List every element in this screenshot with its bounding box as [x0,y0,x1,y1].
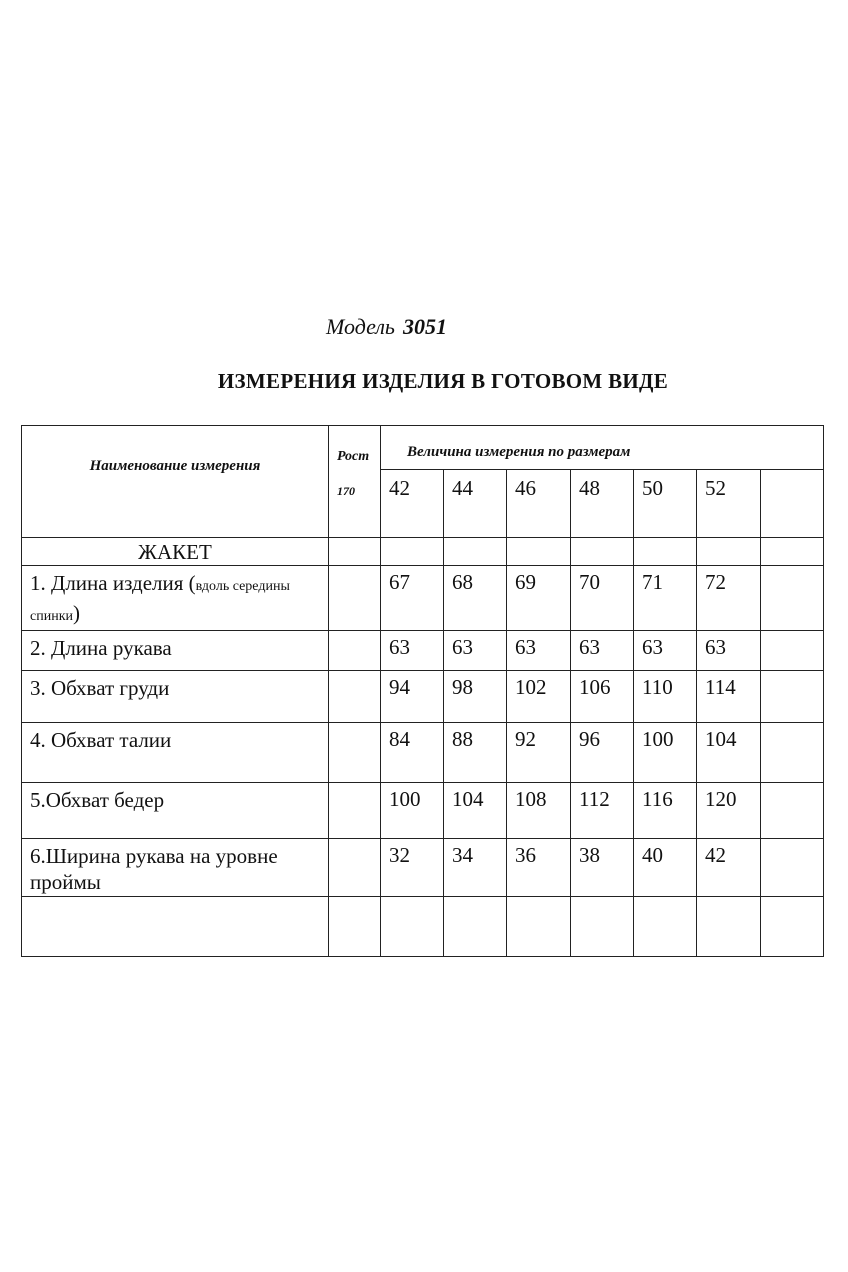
value-cell: 67 [381,566,444,631]
page-title: ИЗМЕРЕНИЯ ИЗДЕЛИЯ В ГОТОВОМ ВИДЕ [217,369,669,393]
size-cell: 50 [634,470,697,538]
empty-cell [444,538,507,566]
value-cell: 104 [697,723,761,783]
empty-cell [329,538,381,566]
sizes-header: Величина измерения по размерам [381,426,824,470]
value-cell: 96 [571,723,634,783]
value-cell: 63 [634,631,697,671]
value-cell: 116 [634,783,697,839]
name-header: Наименование измерения [22,426,329,538]
value-cell: 114 [697,671,761,723]
empty-cell [444,897,507,957]
empty-cell [761,839,824,897]
empty-cell [697,897,761,957]
empty-cell [329,783,381,839]
value-cell: 110 [634,671,697,723]
row-label: 1. Длина изделия (вдоль середины спинки) [22,566,329,631]
empty-cell [761,631,824,671]
empty-cell [761,470,824,538]
size-cell: 46 [507,470,571,538]
value-cell: 92 [507,723,571,783]
value-cell: 63 [571,631,634,671]
value-cell: 69 [507,566,571,631]
value-cell: 84 [381,723,444,783]
value-cell: 88 [444,723,507,783]
value-cell: 104 [444,783,507,839]
value-cell: 100 [381,783,444,839]
value-cell: 72 [697,566,761,631]
measurements-table [21,425,824,957]
model-label: Модель [326,314,395,339]
value-cell: 98 [444,671,507,723]
height-value: 170 [337,484,355,498]
empty-cell [329,631,381,671]
value-cell: 63 [381,631,444,671]
empty-cell [381,897,444,957]
value-cell: 108 [507,783,571,839]
value-cell: 40 [634,839,697,897]
empty-cell [329,839,381,897]
value-cell: 42 [697,839,761,897]
value-cell: 120 [697,783,761,839]
size-cell: 44 [444,470,507,538]
row-label: 5.Обхват бедер [22,783,329,839]
value-cell: 63 [697,631,761,671]
height-header [329,426,381,538]
section-label: ЖАКЕТ [22,538,329,566]
empty-cell [329,897,381,957]
empty-cell [761,566,824,631]
size-cell: 48 [571,470,634,538]
height-header-label: Рост [337,449,370,464]
value-cell: 32 [381,839,444,897]
value-cell: 94 [381,671,444,723]
value-cell: 100 [634,723,697,783]
value-cell: 63 [444,631,507,671]
value-cell: 102 [507,671,571,723]
empty-cell [571,538,634,566]
empty-cell [22,897,329,957]
empty-cell [761,897,824,957]
value-cell: 70 [571,566,634,631]
empty-cell [507,897,571,957]
empty-cell [507,538,571,566]
empty-cell [329,671,381,723]
row-note: вдоль середины спинки [30,579,290,624]
empty-cell [761,783,824,839]
value-cell: 68 [444,566,507,631]
empty-cell [761,671,824,723]
empty-cell [761,723,824,783]
row-label: 2. Длина рукава [22,631,329,671]
size-cell: 52 [697,470,761,538]
row-label: 6.Ширина рукава на уровне проймы [22,839,329,897]
value-cell: 38 [571,839,634,897]
empty-cell [329,723,381,783]
value-cell: 106 [571,671,634,723]
value-cell: 112 [571,783,634,839]
model-line [326,314,447,340]
row-label: 4. Обхват талии [22,723,329,783]
empty-cell [634,538,697,566]
value-cell: 34 [444,839,507,897]
empty-cell [634,897,697,957]
value-cell: 36 [507,839,571,897]
value-cell: 71 [634,566,697,631]
empty-cell [571,897,634,957]
empty-cell [761,538,824,566]
empty-cell [329,566,381,631]
value-cell: 63 [507,631,571,671]
row-label: 3. Обхват груди [22,671,329,723]
empty-cell [697,538,761,566]
model-number: 3051 [402,314,447,339]
empty-cell [381,538,444,566]
size-cell: 42 [381,470,444,538]
